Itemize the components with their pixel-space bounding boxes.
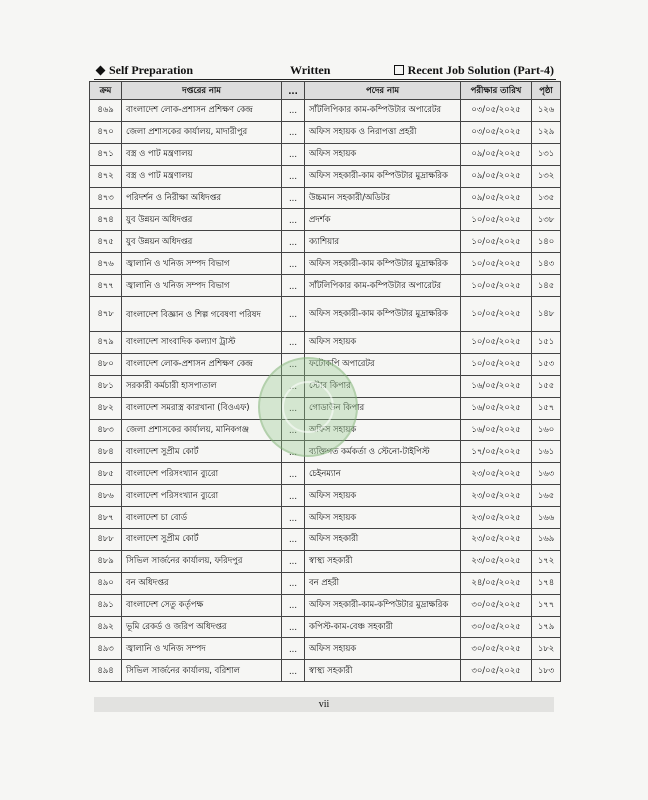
cell-office: জ্বালানি ও খনিজ সম্পদ বিভাগ [122, 275, 282, 297]
cell-page: ১৬৯ [532, 529, 561, 551]
cell-page: ১৬৬ [532, 507, 561, 529]
table-row [90, 100, 561, 122]
cell-post: অফিস সহকারী-কাম কম্পিউটার মুদ্রাক্ষরিক [305, 253, 461, 275]
cell-page: ১২৬ [532, 100, 561, 122]
cell-dots: ... [282, 375, 305, 397]
cell-dots: ... [282, 485, 305, 507]
table-row [90, 463, 561, 485]
cell-post: সাঁটলিপিকার কাম-কম্পিউটার অপারেটর [305, 100, 461, 122]
cell-page: ১৩৫ [532, 187, 561, 209]
cell-page: ১৬১ [532, 441, 561, 463]
cell-date: ০৩/০৫/২০২৫ [461, 121, 532, 143]
cell-post: স্বাস্থ্য সহকারী [305, 550, 461, 572]
header-left [94, 63, 193, 78]
cell-dots: ... [282, 638, 305, 660]
cell-page: ১৫১ [532, 332, 561, 354]
cell-sl: ৪৯০ [90, 572, 122, 594]
cell-date: ১৬/০৫/২০২৫ [461, 397, 532, 419]
cell-dots: ... [282, 550, 305, 572]
cell-date: ১০/০৫/২০২৫ [461, 353, 532, 375]
cell-post: সাঁটলিপিকার কাম-কম্পিউটার অপারেটর [305, 275, 461, 297]
cell-office: সিভিল সার্জনের কার্যালয়, বরিশাল [122, 660, 282, 682]
cell-page: ১৩২ [532, 165, 561, 187]
cell-date: ১৬/০৫/২০২৫ [461, 419, 532, 441]
cell-office: যুব উন্নয়ন অধিদপ্তর [122, 231, 282, 253]
cell-date: ০৯/০৫/২০২৫ [461, 187, 532, 209]
cell-page: ১৭৪ [532, 572, 561, 594]
cell-office: বন অধিদপ্তর [122, 572, 282, 594]
cell-dots: ... [282, 529, 305, 551]
cell-office: বস্ত্র ও পাট মন্ত্রণালয় [122, 165, 282, 187]
cell-date: ২৩/০৫/২০২৫ [461, 463, 532, 485]
cell-post: প্রদর্শক [305, 209, 461, 231]
cell-dots: ... [282, 616, 305, 638]
cell-date: ২৩/০৫/২০২৫ [461, 550, 532, 572]
table-row [90, 529, 561, 551]
table-row [90, 165, 561, 187]
cell-office: বাংলাদেশ সেতু কর্তৃপক্ষ [122, 594, 282, 616]
cell-sl: ৪৮৬ [90, 485, 122, 507]
cell-sl: ৪৭৭ [90, 275, 122, 297]
table-row [90, 332, 561, 354]
cell-post: অফিস সহায়ক [305, 419, 461, 441]
table-header-row [90, 82, 561, 100]
cell-dots: ... [282, 275, 305, 297]
cell-post: ব্যক্তিগত কর্মকর্তা ও স্টেনো-টাইপিস্ট [305, 441, 461, 463]
cell-dots: ... [282, 143, 305, 165]
table-row [90, 638, 561, 660]
cell-date: ০৯/০৫/২০২৫ [461, 143, 532, 165]
cell-page: ১৮২ [532, 638, 561, 660]
square-box-icon [394, 65, 404, 75]
cell-page: ১৭৯ [532, 616, 561, 638]
cell-sl: ৪৮৩ [90, 419, 122, 441]
column-header-date: পরীক্ষার তারিখ [461, 82, 532, 100]
cell-dots: ... [282, 353, 305, 375]
cell-date: ১০/০৫/২০২৫ [461, 231, 532, 253]
cell-post: বন প্রহরী [305, 572, 461, 594]
cell-post: স্বাস্থ্য সহকারী [305, 660, 461, 682]
cell-office: বাংলাদেশ পরিসংখ্যান ব্যুরো [122, 463, 282, 485]
cell-post: অফিস সহায়ক [305, 507, 461, 529]
diamond-icon [96, 66, 106, 76]
cell-sl: ৪৭৪ [90, 209, 122, 231]
cell-dots: ... [282, 660, 305, 682]
watermark-logo [258, 357, 358, 457]
cell-date: ১০/০৫/২০২৫ [461, 209, 532, 231]
cell-post: কপিস্ট-কাম-বেঞ্চ সহকারী [305, 616, 461, 638]
cell-office: জ্বালানি ও খনিজ সম্পদ [122, 638, 282, 660]
page-header [94, 61, 556, 80]
cell-page: ১৭৭ [532, 594, 561, 616]
cell-sl: ৪৮০ [90, 353, 122, 375]
header-middle: Written [290, 63, 331, 77]
cell-dots: ... [282, 209, 305, 231]
cell-post: অফিস সহায়ক [305, 485, 461, 507]
cell-office: বাংলাদেশ চা বোর্ড [122, 507, 282, 529]
cell-page: ১৫৫ [532, 375, 561, 397]
cell-sl: ৪৭৫ [90, 231, 122, 253]
cell-dots: ... [282, 297, 305, 332]
cell-sl: ৪৯১ [90, 594, 122, 616]
cell-page: ১৪০ [532, 231, 561, 253]
cell-sl: ৪৯২ [90, 616, 122, 638]
cell-office: বাংলাদেশ বিজ্ঞান ও শিল্প গবেষণা পরিষদ [122, 297, 282, 332]
table-row [90, 572, 561, 594]
cell-office: ভূমি রেকর্ড ও জরিপ অধিদপ্তর [122, 616, 282, 638]
cell-sl: ৪৮৯ [90, 550, 122, 572]
cell-date: ৩০/০৫/২০২৫ [461, 660, 532, 682]
header-left-text: Self Preparation [109, 63, 194, 77]
table-row [90, 121, 561, 143]
cell-date: ২৩/০৫/২০২৫ [461, 485, 532, 507]
cell-page: ১২৯ [532, 121, 561, 143]
column-header-dots: ... [282, 82, 305, 100]
table-row [90, 253, 561, 275]
cell-sl: ৪৭২ [90, 165, 122, 187]
table-row [90, 660, 561, 682]
cell-sl: ৪৬৯ [90, 100, 122, 122]
cell-page: ১৫৭ [532, 397, 561, 419]
table-row [90, 594, 561, 616]
page-footer [94, 697, 554, 712]
cell-post: অফিস সহকারী [305, 529, 461, 551]
table-row [90, 616, 561, 638]
cell-dots: ... [282, 187, 305, 209]
cell-sl: ৪৭৯ [90, 332, 122, 354]
table-row [90, 275, 561, 297]
cell-post: অফিস সহায়ক [305, 638, 461, 660]
table-row [90, 231, 561, 253]
cell-dots: ... [282, 397, 305, 419]
cell-sl: ৪৯৪ [90, 660, 122, 682]
cell-date: ৩০/০৫/২০২৫ [461, 638, 532, 660]
cell-sl: ৪৮৮ [90, 529, 122, 551]
cell-office: বাংলাদেশ সুপ্রীম কোর্ট [122, 529, 282, 551]
cell-sl: ৪৭১ [90, 143, 122, 165]
cell-page: ১৬০ [532, 419, 561, 441]
cell-date: ১০/০৫/২০২৫ [461, 275, 532, 297]
cell-office: সিভিল সার্জনের কার্যালয়, ফরিদপুর [122, 550, 282, 572]
table-row [90, 209, 561, 231]
cell-post: অফিস সহায়ক [305, 143, 461, 165]
cell-office: বাংলাদেশ সমরাস্ত্র কারখানা (বিওএফ) [122, 397, 282, 419]
cell-date: ২৩/০৫/২০২৫ [461, 529, 532, 551]
cell-post: ক্যাশিয়ার [305, 231, 461, 253]
cell-date: ১৬/০৫/২০২৫ [461, 375, 532, 397]
cell-sl: ৪৯৩ [90, 638, 122, 660]
cell-sl: ৪৭৮ [90, 297, 122, 332]
column-header-post: পদের নাম [305, 82, 461, 100]
header-right-text: Recent Job Solution (Part-4) [407, 63, 554, 77]
cell-post: অফিস সহায়ক ও নিরাপত্তা প্রহরী [305, 121, 461, 143]
page-number: vii [318, 699, 330, 710]
cell-office: বাংলাদেশ পরিসংখ্যান ব্যুরো [122, 485, 282, 507]
cell-page: ১৩১ [532, 143, 561, 165]
cell-sl: ৪৭০ [90, 121, 122, 143]
cell-dots: ... [282, 594, 305, 616]
cell-dots: ... [282, 121, 305, 143]
cell-office: সরকারী কর্মচারী হাসপাতাল [122, 375, 282, 397]
table-row [90, 297, 561, 332]
cell-page: ১৪৮ [532, 297, 561, 332]
cell-page: ১৭২ [532, 550, 561, 572]
cell-dots: ... [282, 231, 305, 253]
cell-page: ১৪৫ [532, 275, 561, 297]
cell-page: ১৮৩ [532, 660, 561, 682]
table-row [90, 485, 561, 507]
cell-page: ১৩৮ [532, 209, 561, 231]
column-header-office: দপ্তরের নাম [122, 82, 282, 100]
cell-date: ২৩/০৫/২০২৫ [461, 507, 532, 529]
cell-dots: ... [282, 165, 305, 187]
header-right [394, 63, 554, 78]
cell-post: ফটোকপি অপারেটর [305, 353, 461, 375]
cell-date: ০৯/০৫/২০২৫ [461, 165, 532, 187]
cell-date: ১০/০৫/২০২৫ [461, 297, 532, 332]
cell-sl: ৪৮২ [90, 397, 122, 419]
cell-office: জ্বালানি ও খনিজ সম্পদ বিভাগ [122, 253, 282, 275]
cell-dots: ... [282, 419, 305, 441]
column-header-page: পৃষ্ঠা [532, 82, 561, 100]
cell-post: অফিস সহকারী-কাম কম্পিউটার মুদ্রাক্ষরিক [305, 297, 461, 332]
cell-office: বাংলাদেশ লোক-প্রশাসন প্রশিক্ষণ কেন্দ্র [122, 353, 282, 375]
cell-post: উচ্চমান সহকারী/অডিটর [305, 187, 461, 209]
cell-post: অফিস সহকারী-কাম কম্পিউটার মুদ্রাক্ষরিক [305, 165, 461, 187]
cell-date: ১০/০৫/২০২৫ [461, 253, 532, 275]
cell-post: স্টোর কিপার [305, 375, 461, 397]
table-row [90, 187, 561, 209]
cell-date: ২৪/০৫/২০২৫ [461, 572, 532, 594]
cell-sl: ৪৮৭ [90, 507, 122, 529]
cell-page: ১৬৩ [532, 463, 561, 485]
cell-post: অফিস সহায়ক [305, 332, 461, 354]
cell-office: জেলা প্রশাসকের কার্যালয়, মানিকগঞ্জ [122, 419, 282, 441]
cell-page: ১৫৩ [532, 353, 561, 375]
cell-sl: ৪৮৫ [90, 463, 122, 485]
cell-date: ৩০/০৫/২০২৫ [461, 594, 532, 616]
cell-office: জেলা প্রশাসকের কার্যালয়, মাদারীপুর [122, 121, 282, 143]
cell-dots: ... [282, 507, 305, 529]
cell-sl: ৪৭৩ [90, 187, 122, 209]
cell-dots: ... [282, 253, 305, 275]
cell-dots: ... [282, 100, 305, 122]
table-row [90, 550, 561, 572]
cell-office: বাংলাদেশ লোক-প্রশাসন প্রশিক্ষণ কেন্দ্র [122, 100, 282, 122]
cell-office: বাংলাদেশ সুপ্রীম কোর্ট [122, 441, 282, 463]
cell-office: বাংলাদেশ সাংবাদিক কল্যাণ ট্রাস্ট [122, 332, 282, 354]
cell-dots: ... [282, 441, 305, 463]
table-row [90, 507, 561, 529]
cell-dots: ... [282, 572, 305, 594]
cell-sl: ৪৮৪ [90, 441, 122, 463]
cell-post: চেইনম্যান [305, 463, 461, 485]
cell-dots: ... [282, 463, 305, 485]
cell-date: ৩০/০৫/২০২৫ [461, 616, 532, 638]
cell-sl: ৪৭৬ [90, 253, 122, 275]
cell-dots: ... [282, 332, 305, 354]
cell-office: যুব উন্নয়ন অধিদপ্তর [122, 209, 282, 231]
cell-sl: ৪৮১ [90, 375, 122, 397]
cell-post: গোডাউন কিপার [305, 397, 461, 419]
cell-page: ১৪৩ [532, 253, 561, 275]
table-row [90, 143, 561, 165]
cell-page: ১৬৫ [532, 485, 561, 507]
cell-office: পরিদর্শন ও নিরীক্ষা অধিদপ্তর [122, 187, 282, 209]
column-header-sl: ক্রম [90, 82, 122, 100]
cell-office: বস্ত্র ও পাট মন্ত্রণালয় [122, 143, 282, 165]
cell-date: ১৭/০৫/২০২৫ [461, 441, 532, 463]
cell-date: ০৩/০৫/২০২৫ [461, 100, 532, 122]
cell-post: অফিস সহকারী-কাম-কম্পিউটার মুদ্রাক্ষরিক [305, 594, 461, 616]
cell-date: ১০/০৫/২০২৫ [461, 332, 532, 354]
